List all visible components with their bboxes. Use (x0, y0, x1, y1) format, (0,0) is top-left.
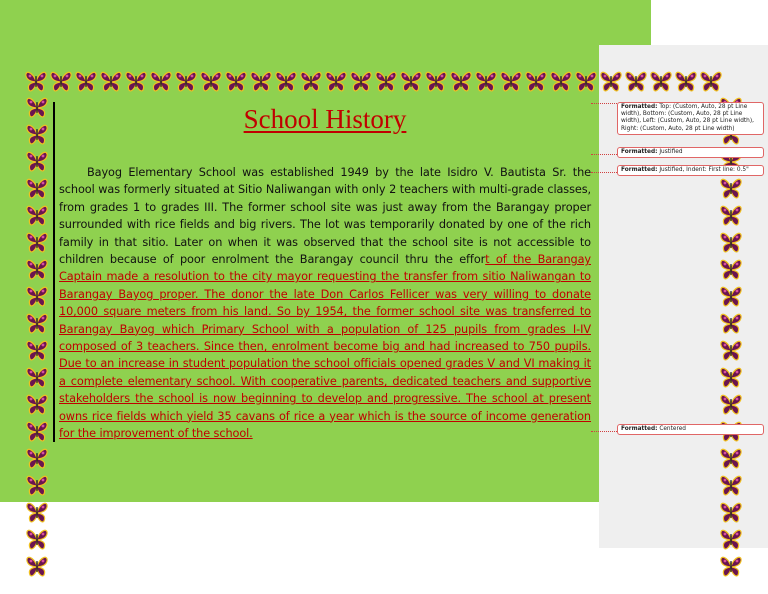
butterfly-icon (524, 70, 548, 92)
butterfly-icon (399, 70, 423, 92)
butterfly-icon (719, 312, 743, 334)
butterfly-icon (719, 204, 743, 226)
butterfly-icon (25, 447, 49, 469)
comment-balloon-indent[interactable] (617, 165, 764, 176)
butterfly-icon (74, 70, 98, 92)
comment-text: Centered (659, 426, 686, 432)
butterfly-icon (424, 70, 448, 92)
butterfly-icon (324, 70, 348, 92)
butterfly-icon (99, 70, 123, 92)
butterfly-icon (574, 70, 598, 92)
butterfly-icon (25, 420, 49, 442)
comment-leader-line (591, 431, 617, 432)
butterfly-icon (199, 70, 223, 92)
document-page-extension (598, 0, 651, 45)
butterfly-icon (719, 285, 743, 307)
comment-leader-line (591, 172, 617, 173)
butterfly-icon (25, 474, 49, 496)
butterfly-icon (624, 70, 648, 92)
butterfly-icon (274, 70, 298, 92)
original-text[interactable]: Bayog Elementary School was established 1949 by the late Isidro V. Bautista Sr. the school was formerly situated at Sitio Naliwangan with only 2 teachers with multi-grade classes, from grades 1 to grades III. The former school site was just away from the Barangay proper surrounded with rice fields and big rivers. The lot was temporarily donated by one of the rich family in that sitio. Later on when it was observed that the school site is not accessible to children because of poor enrolment the Barangay council thru the effor (59, 166, 591, 267)
butterfly-icon (719, 393, 743, 415)
butterfly-icon (25, 258, 49, 280)
butterfly-icon (599, 70, 623, 92)
comment-text: Justified (659, 149, 683, 155)
comment-label: Formatted: (621, 149, 658, 155)
butterfly-icon (25, 231, 49, 253)
butterfly-icon (374, 70, 398, 92)
butterfly-icon (719, 366, 743, 388)
comment-text: Top: (Custom, Auto, 28 pt Line width), Bottom: (Custom, Auto, 28 pt Line width), Left: (Custom, Auto, 28 pt Line width), Right: (Custom, Auto, 28 pt Line width) (621, 104, 754, 132)
butterfly-icon (719, 231, 743, 253)
butterfly-icon (449, 70, 473, 92)
comment-balloon-justified[interactable] (617, 147, 764, 158)
comment-leader-line (591, 154, 617, 155)
butterfly-icon (25, 312, 49, 334)
comment-balloon-border[interactable] (617, 102, 764, 135)
butterfly-icon (149, 70, 173, 92)
butterfly-icon (124, 70, 148, 92)
butterfly-icon (719, 177, 743, 199)
comment-balloon-centered[interactable] (617, 424, 764, 435)
butterfly-icon (249, 70, 273, 92)
tracked-insertion[interactable]: t of the Barangay Captain made a resolution to the city mayor requesting the transfer from sitio Naliwangan to Barangay Bayog proper. The donor the late Don Carlos Fellicer was very willing to donate 10,000 square meters from his land. So by 1954, the former school site was transferred to Barangay Bayog which Primary School with a population of 125 pupils from grades I-IV composed of 3 teachers. Since then, enrolment become big and had increased to 750 pupils. Due to an increase in student population the school officials opened grades V and VI making it a complete elementary school. With cooperative parents, dedicated teachers and supportive stakeholders the school is now beginning to develop and progressive. The school at present owns rice fields which yield 35 cavans of rice a year which is the source of income generation for the improvement of the school. (59, 253, 591, 441)
body-paragraph[interactable] (59, 164, 591, 443)
butterfly-icon (699, 70, 723, 92)
butterfly-icon (25, 393, 49, 415)
butterfly-icon (649, 70, 673, 92)
butterfly-icon (174, 70, 198, 92)
butterfly-icon (24, 70, 48, 92)
comment-label: Formatted: (621, 426, 658, 432)
butterfly-icon (549, 70, 573, 92)
butterfly-icon (224, 70, 248, 92)
butterfly-icon (25, 285, 49, 307)
butterfly-icon (25, 204, 49, 226)
butterfly-icon (719, 339, 743, 361)
butterfly-icon (674, 70, 698, 92)
butterfly-icon (25, 339, 49, 361)
comment-leader-line (591, 103, 617, 104)
butterfly-icon (25, 501, 49, 523)
butterfly-icon (49, 70, 73, 92)
comment-text: Justified, Indent: First line: 0.5" (659, 167, 749, 173)
page-title[interactable]: School History (243, 104, 407, 134)
butterfly-icon (719, 501, 743, 523)
comment-label: Formatted: (621, 167, 658, 173)
butterfly-icon (719, 258, 743, 280)
change-bar (53, 102, 55, 442)
butterfly-icon (25, 366, 49, 388)
butterfly-icon (25, 150, 49, 172)
butterfly-icon (474, 70, 498, 92)
butterfly-icon (349, 70, 373, 92)
butterfly-icon (719, 447, 743, 469)
butterfly-icon (719, 474, 743, 496)
butterfly-icon (719, 528, 743, 550)
butterfly-icon (25, 528, 49, 550)
butterfly-icon (299, 70, 323, 92)
butterfly-icon (25, 177, 49, 199)
butterfly-icon (25, 555, 49, 577)
butterfly-icon (719, 555, 743, 577)
butterfly-icon (499, 70, 523, 92)
comment-label: Formatted: (621, 104, 658, 110)
